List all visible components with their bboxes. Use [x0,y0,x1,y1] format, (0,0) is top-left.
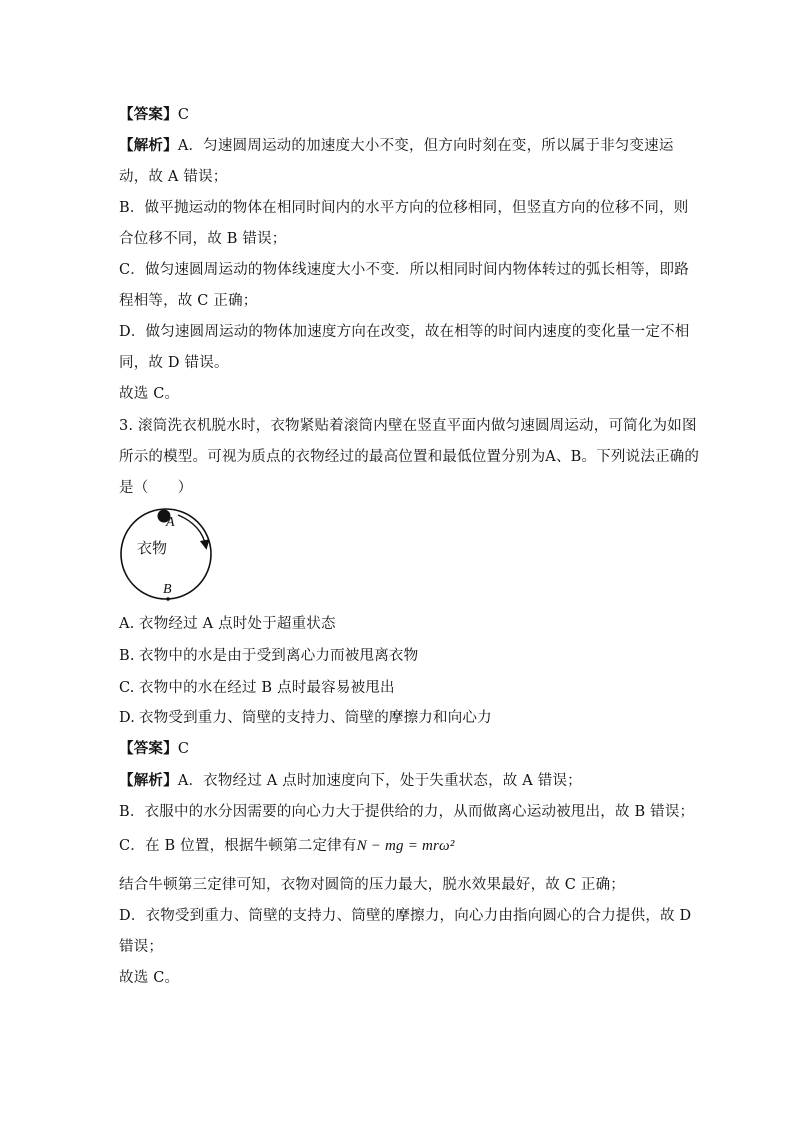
q3-answer-line [119,737,189,758]
analysis-tag: 【解析】 [119,773,178,789]
option-key: D. [119,710,136,726]
analysis-text: A．匀速圆周运动的加速度大小不变，但方向时刻在变，所以属于非匀变速运 [177,138,674,154]
option-c [119,676,395,697]
point-b-dot [166,597,170,601]
option-text: 衣物中的水在经过 B 点时最容易被甩出 [139,680,395,696]
prev-analysis-line-6: 程相等，故 C 正确； [119,293,258,309]
q3-analysis-line-2: B．衣服中的水分因需要的向心力大于提供给的力，从而做离心运动被甩出，故 B 错误； [119,804,695,820]
prev-analysis-line-4: 合位移不同，故 B 错误； [119,231,287,247]
analysis-tag: 【解析】 [119,138,178,154]
option-key: B. [119,648,135,664]
option-a [119,612,336,633]
prev-analysis-line-8: 同，故 D 错误。 [119,355,229,371]
option-text: 衣物受到重力、筒壁的支持力、筒壁的摩擦力和向心力 [139,710,492,726]
q3-analysis-line-4: 结合牛顿第三定律可知，衣物对圆筒的压力最大，脱水效果最好，故 C 正确； [119,877,626,893]
label-a: A [166,515,175,530]
rotation-arrow-icon [178,515,206,547]
q3-analysis-line-6: 错误； [119,939,164,955]
label-b: B [163,582,172,597]
q3-conclusion: 故选 C。 [119,970,180,986]
q3-stem-line-3: 是（ ） [119,480,193,496]
option-b [119,644,418,665]
prev-analysis-line-1 [119,134,674,155]
q3-analysis-line-5: D．衣物受到重力、筒壁的支持力、筒壁的摩擦力，向心力由指向圆心的合力提供，故 D [119,908,692,924]
answer-value: C [177,741,190,757]
q3-analysis-line-3 [119,834,455,855]
analysis-text: A．衣物经过 A 点时加速度向下，处于失重状态，故 A 错误； [177,773,582,789]
q3-analysis-line-1 [119,769,582,790]
prev-analysis-line-3: B．做平抛运动的物体在相同时间内的水平方向的位移相同，但竖直方向的位移不同，则 [119,200,689,216]
answer-value: C [177,107,190,123]
prev-analysis-line-7: D．做匀速圆周运动的物体加速度方向在改变，故在相等的时间内速度的变化量一定不相 [119,324,690,340]
option-text: 衣物经过 A 点时处于超重状态 [139,616,336,632]
analysis-text: C．在 B 位置，根据牛顿第二定律有 [119,838,357,854]
q3-stem-line-1: 3. 滚筒洗衣机脱水时，衣物紧贴着滚筒内壁在竖直平面内做匀速圆周运动，可简化为如图 [119,418,697,434]
newton-formula: N − mg = mrω² [356,838,455,854]
prev-analysis-line-2: 动，故 A 错误； [119,169,228,185]
option-d [119,706,492,727]
answer-tag: 【答案】 [119,107,178,123]
label-cloth: 衣物 [137,539,168,557]
drum-diagram [118,505,223,605]
option-key: A. [119,616,135,632]
prev-answer-line [119,103,189,124]
drum-svg [118,505,223,605]
prev-conclusion: 故选 C。 [119,386,180,402]
option-text: 衣物中的水是由于受到离心力而被甩离衣物 [139,648,419,664]
prev-analysis-line-5: C．做匀速圆周运动的物体线速度大小不变．所以相同时间内物体转过的弧长相等，即路 [119,262,689,278]
option-key: C. [119,680,135,696]
q3-stem-line-2: 所示的模型。可视为质点的衣物经过的最高位置和最低位置分别为A、B。下列说法正确的 [119,449,700,465]
answer-tag: 【答案】 [119,741,178,757]
